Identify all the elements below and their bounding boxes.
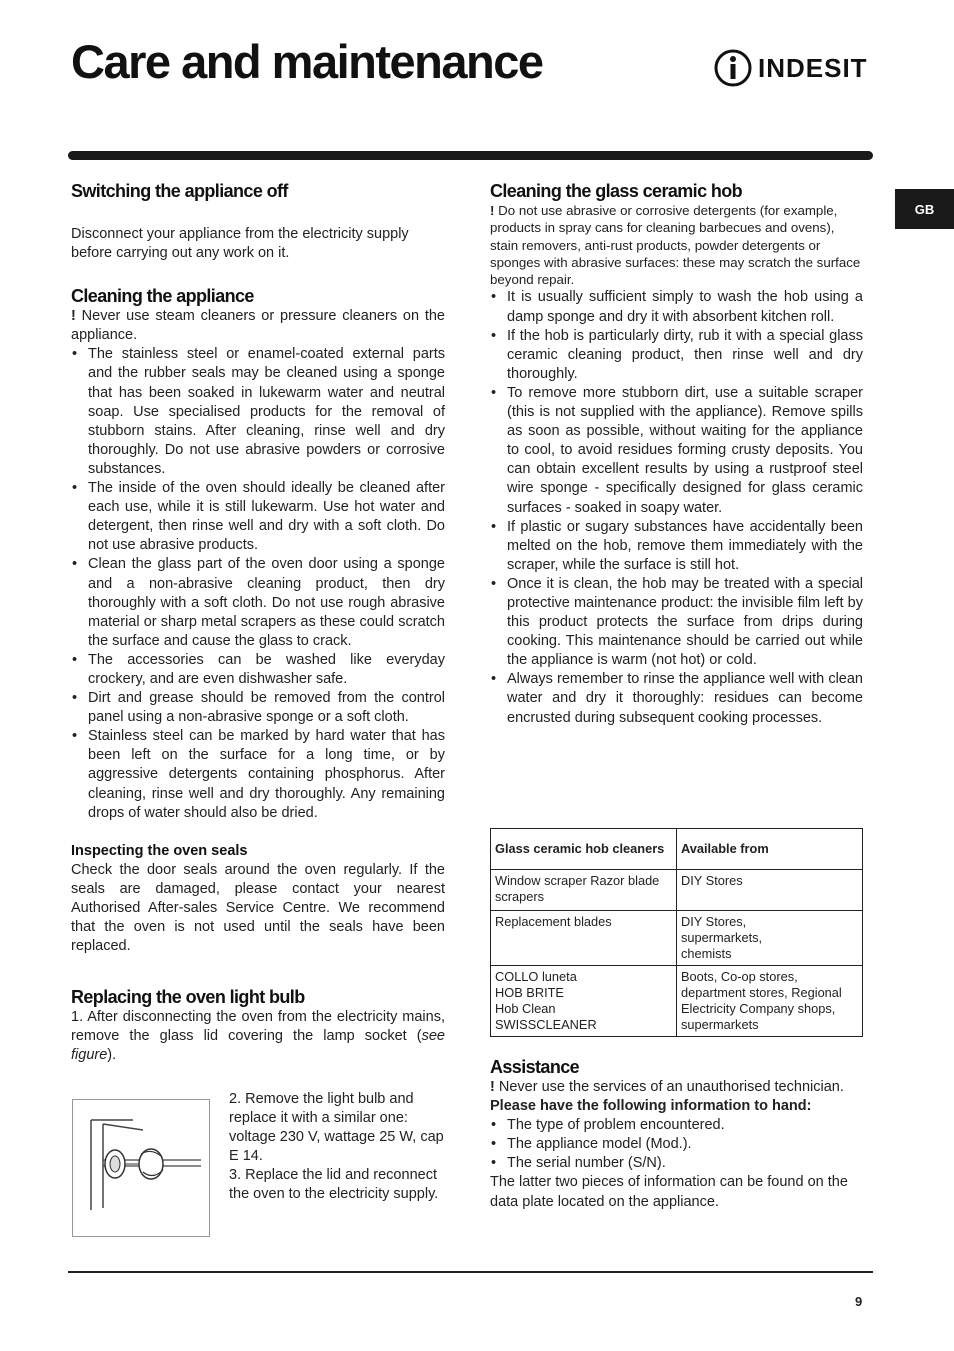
bulb-heading: Replacing the oven light bulb (71, 987, 305, 1008)
cleaning-list (71, 345, 445, 822)
assistance-warning (490, 1078, 863, 1097)
page-title: Care and maintenance (71, 35, 543, 88)
cleaning-warning-text: Never use steam cleaners or pressure cleaners on the appliance. (71, 308, 445, 344)
left-column (71, 180, 445, 1066)
list-item: • If plastic or sugary substances have accidentally been melted on the hob, remove them immediately with the scraper, while the surface is still hot. (490, 518, 863, 575)
bulb-steps (229, 1090, 444, 1205)
bulb-step-3: 3. Replace the lid and reconnect the oven to the electricity supply. (229, 1167, 439, 1203)
table-header: Available from (677, 829, 863, 870)
table-row (491, 870, 863, 911)
table-cell: DIY Stores (677, 870, 863, 911)
oven-lamp-illustration-icon (73, 1100, 209, 1236)
assistance-heading: Assistance (490, 1057, 580, 1077)
assistance-footer-text: The latter two pieces of information can be found on the data plate located on the appliance. (490, 1174, 848, 1210)
switching-heading: Switching the appliance off (71, 181, 288, 201)
table-header: Glass ceramic hob cleaners (491, 829, 677, 870)
brand-logo (714, 50, 868, 86)
list-item: • Always remember to rinse the appliance well with clean water and dry it thoroughly: residues can become encrusted during subsequent cooking processes. (490, 670, 863, 727)
page-number: 9 (855, 1294, 863, 1309)
table-cell: DIY Stores, supermarkets, chemists (677, 911, 863, 966)
indesit-logo-icon (714, 49, 752, 87)
list-item: • Once it is clean, the hob may be treated with a special protective maintenance product: the invisible film left by this product protects the surface from drips during cooking. This maintenance should be carried out while the appliance is warm (not hot) or cold. (490, 575, 863, 670)
hob-warning (490, 202, 863, 288)
list-item: • The appliance model (Mod.). (490, 1135, 863, 1154)
language-tab: GB (895, 189, 954, 229)
list-item: • The type of problem encountered. (490, 1116, 863, 1135)
switching-text: Disconnect your appliance from the electricity supply before carrying out any work on it. (71, 226, 409, 262)
list-item: • The stainless steel or enamel-coated external parts and the rubber seals may be cleaned using a sponge that has been soaked in lukewarm water and neutral soap. Use specialised products for the removal of stubborn stains. After cleaning, rinse well and dry thoroughly. Do not use abrasive powders or corrosive substances. (71, 345, 445, 479)
warning-mark: ! (490, 1079, 495, 1095)
seals-heading: Inspecting the oven seals (71, 842, 248, 859)
list-item: • Clean the glass part of the oven door using a sponge and a non-abrasive cleaning product, then dry thoroughly with a soft cloth. Do not use rough abrasive material or sharp metal scrapers as these could scratch the surface and cause the glass to crack. (71, 555, 445, 650)
table-cell: Replacement blades (491, 911, 677, 966)
warning-mark: ! (71, 308, 76, 325)
lamp-socket-figure (72, 1099, 210, 1237)
list-item: • Dirt and grease should be removed from the control panel using a non-abrasive sponge or a soft cloth. (71, 689, 445, 727)
warning-mark: ! (490, 203, 495, 218)
right-column (490, 180, 863, 728)
table-cell: Boots, Co-op stores, department stores, Regional Electricity Company shops, supermarkets (677, 966, 863, 1037)
brand-wordmark: INDESIT (758, 52, 868, 83)
see-figure-ref: see figure (71, 1028, 445, 1064)
bulb-step-1-text: 1. After disconnecting the oven from the electricity mains, remove the glass lid covering the lamp socket ( (71, 1009, 445, 1045)
list-item: • The inside of the oven should ideally be cleaned after each use, while it is still lukewarm. Use hot water and detergent, then rinse well and dry with a soft cloth. Do not use abrasive products. (71, 479, 445, 555)
list-item: • To remove more stubborn dirt, use a suitable scraper (this is not supplied with the appliance). Remove spills as soon as possible, without waiting for the appliance to cool, to avoid residues forming crusty deposits. You can obtain excellent results by using a rustproof steel wire sponge - specifically designed for glass ceramic surfaces - soaked in soapy water. (490, 384, 863, 518)
hob-heading: Cleaning the glass ceramic hob (490, 181, 743, 201)
list-item: • Stainless steel can be marked by hard water that has been left on the surface for a long time, or by aggressive detergents containing phosphorus. After cleaning, rinse well and dry thoroughly. Any remaining drops of water should also be dried. (71, 727, 445, 822)
list-item: • The accessories can be washed like everyday crockery, and are even dishwasher safe. (71, 651, 445, 689)
list-item: • The serial number (S/N). (490, 1154, 863, 1173)
table-cell: Window scraper Razor blade scrapers (491, 870, 677, 911)
cleaning-heading: Cleaning the appliance (71, 286, 254, 307)
seals-text: Check the door seals around the oven regularly. If the seals are damaged, please contact your nearest Authorised After-sales Service Centre. We recommend that the oven is not used until the seals have been replaced. (71, 861, 445, 955)
list-item: • It is usually sufficient simply to wash the hob using a damp sponge and dry it with absorbent kitchen roll. (490, 288, 863, 326)
assistance-info-heading: Please have the following information to hand: (490, 1098, 812, 1115)
table-row (491, 966, 863, 1037)
assistance-warning-text: Never use the services of an unauthorised technician. (498, 1079, 844, 1095)
hob-list (490, 288, 863, 727)
list-item: • If the hob is particularly dirty, rub it with a special glass ceramic cleaning product, then rinse well and dry thoroughly. (490, 327, 863, 384)
bulb-step-1-end: ). (107, 1047, 117, 1064)
cleaning-warning (71, 307, 445, 345)
table-header-row (491, 829, 863, 870)
assistance-list (490, 1116, 863, 1173)
table-row (491, 911, 863, 966)
header-divider (68, 151, 873, 160)
table-cell: COLLO luneta HOB BRITE Hob Clean SWISSCLEANER (491, 966, 677, 1037)
bulb-step-1 (71, 1008, 445, 1065)
hob-warning-text: Do not use abrasive or corrosive detergents (for example, products in spray cans for cleaning barbecues and ovens), stain removers, anti-rust products, powder detergents or sponges with abrasive surfaces: these may scratch the surface beyond repair. (490, 203, 861, 288)
bulb-step-2: 2. Remove the light bulb and replace it with a similar one: voltage 230 V, wattage 25 W, cap E 14. (229, 1091, 444, 1165)
footer-divider (68, 1271, 873, 1273)
cleaners-table (490, 828, 863, 1037)
assistance-section (490, 1056, 863, 1212)
